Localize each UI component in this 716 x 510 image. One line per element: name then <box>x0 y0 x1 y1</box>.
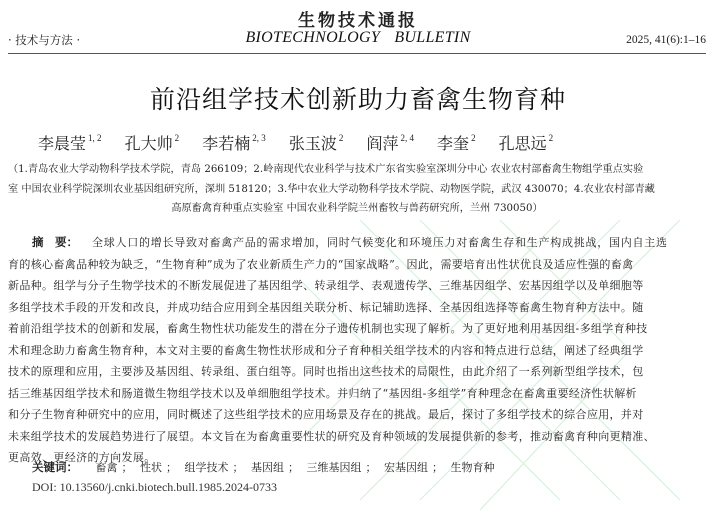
affiliation-mark: 2 <box>471 133 476 143</box>
abstract-line: 更高效、更经济的方向发展。 <box>8 451 156 464</box>
keyword: 生物育种 <box>450 461 495 474</box>
affiliation-mark: 2 <box>548 133 554 143</box>
keyword: 畜禽 <box>95 461 118 474</box>
author: 张玉波 $^2$ <box>288 133 344 153</box>
section-tag: · 技术与方法 · <box>8 33 81 47</box>
keyword: 基因组 <box>251 461 284 474</box>
keyword-separator: ； <box>288 461 299 474</box>
author: 李晨莹 $^{1, 2}$ <box>38 133 102 153</box>
journal-title-cn: 生物技术通报 <box>298 11 418 31</box>
keywords <box>32 459 495 475</box>
author: 阎萍 $^{2, 4}$ <box>366 133 414 153</box>
doi-link[interactable]: DOI: 10.13560/j.cnki.biotech.bull.1985.2024-0733 <box>32 480 277 494</box>
affiliation-mark: 2 <box>338 133 344 143</box>
keyword: 三维基因组 <box>306 461 362 474</box>
abstract-label: 摘 要： <box>32 235 78 249</box>
journal-title-en: BIOTECHNOLOGY BULLETIN <box>245 29 471 46</box>
author: 李若楠 $^{2, 3}$ <box>202 133 266 153</box>
keywords-label: 关键词： <box>32 460 78 474</box>
keyword: 组学技术 <box>184 461 229 474</box>
abstract-line: 着前沿组学技术的创新和发展，畜禽生物性状功能发生的潜在分子遗传机制也实现了解析。为了更好地利用基因组-多组学育种技 <box>8 322 648 335</box>
header-divider <box>8 53 706 54</box>
author-list <box>38 131 716 154</box>
affiliation-mark: 2 <box>174 133 180 143</box>
article-title: 前沿组学技术创新助力畜禽生物育种 <box>149 85 566 114</box>
citation-info: 2025, 41(6):1–16 <box>626 34 706 46</box>
abstract-line: 未来组学技术的发展趋势进行了展望。本文旨在为畜禽重要性状的研究及育种领域的发展提供新的参考，推动畜禽育种向更精准、 <box>8 429 655 443</box>
affiliation-line: 高原畜禽育种重点实验室 中国农业科学院兰州畜牧与兽药研究所，兰州 730050） <box>171 203 543 214</box>
keyword-separator: ； <box>432 461 443 474</box>
affiliations <box>8 160 706 219</box>
affiliation-mark: 2, 4 <box>400 133 414 143</box>
affiliation-mark: 1, 2 <box>88 133 102 143</box>
abstract-line: 技术的原理和应用，主要涉及基因组、转录组、蛋白组等。同时也指出这些技术的局限性，由此介绍了一系列新型组学技术，包 <box>8 365 644 378</box>
author: 孔思远 $^2$ <box>498 133 554 153</box>
abstract-line: 术和理念助力畜禽生物育种，本文对主要的畜禽生物性状形成和分子育种相关组学技术的内容和特点进行总结，阐述了经典组学 <box>8 343 644 357</box>
abstract-line: 育的核心畜禽品种较为缺乏，“生物育种”成为了农业新质生产力的“国家战略”。因此，需要培育出性状优良及适应性强的畜禽 <box>8 257 634 271</box>
author: 孔大帅 $^2$ <box>124 133 180 153</box>
keyword: 性状 <box>140 461 162 474</box>
author: 李奎 $^2$ <box>437 133 476 153</box>
keyword-separator: ； <box>232 461 244 474</box>
abstract-line: 摘 要： 全球人口的增长导致对畜禽产品的需求增加，同时气候变化和环境压力对畜禽生存和生产构成挑战，国内自主选 <box>32 235 668 249</box>
abstract-line: 多组学技术手段的开发和改良，并成功结合应用到全基因组关联分析、标记辅助选择、全基因组选择等畜禽生物育种方法中。随 <box>8 300 644 314</box>
keyword-separator: ； <box>365 461 377 474</box>
affiliation-mark: 2, 3 <box>252 133 266 143</box>
abstract-line: 新品种。组学与分子生物学技术的不断发展促进了基因组学、转录组学、表观遗传学、三维基因组学、宏基因组学以及单细胞等 <box>8 279 644 292</box>
keyword: 宏基因组 <box>384 461 428 474</box>
affiliation-line: （1.青岛农业大学动物科学技术学院，青岛 266109；2.岭南现代农业科学与技术广东省实验室深圳分中心 农业农村部畜禽生物组学重点实验 <box>8 164 644 175</box>
abstract-line: 括三维基因组学技术和肠道微生物组学技术以及单细胞组学技术。并归纳了“基因组-多组学”育种理念在畜禽重要经济性状解析 <box>8 386 637 400</box>
affiliation-line: 室 中国农业科学院深圳农业基因组研究所，深圳 518120；3.华中农业大学动物科学技术学院、动物医学院，武汉 430070；4.农业农村部青藏 <box>8 183 655 195</box>
abstract-line: 和分子生物育种研究中的应用，同时概述了这些组学技术的应用场景及存在的挑战。最后，探讨了多组学技术的综合应用，并对 <box>8 408 644 421</box>
keyword-separator: ； <box>166 461 177 474</box>
keyword-separator: ； <box>121 461 133 474</box>
abstract <box>8 232 706 469</box>
